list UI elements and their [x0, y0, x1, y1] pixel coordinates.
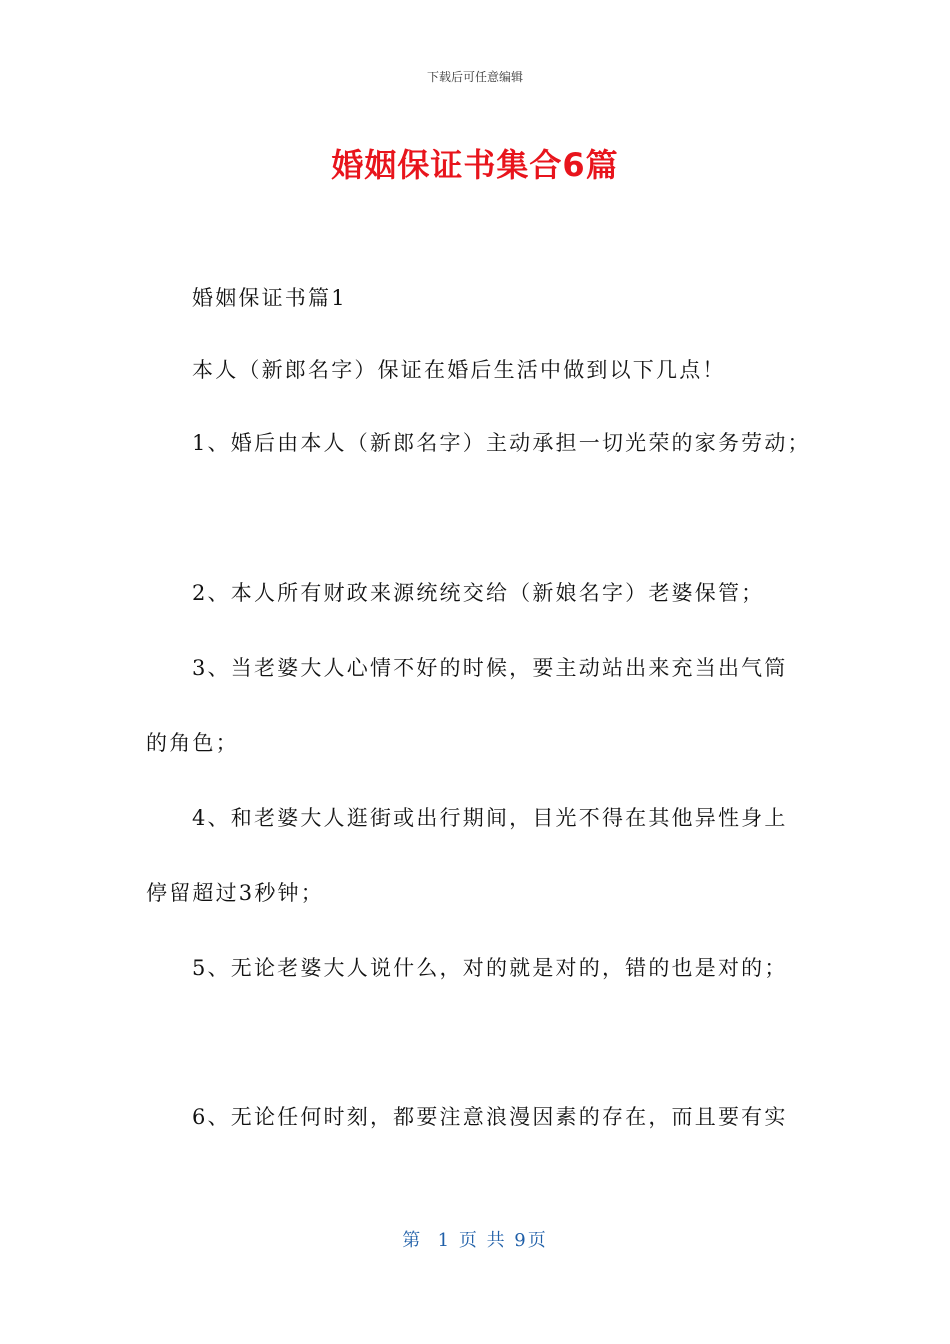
page-number-indicator: 第 1 页 共 9页	[402, 1230, 548, 1251]
document-title: 婚姻保证书集合6篇	[331, 146, 619, 184]
paragraph-line: 5、无论老婆大人说什么，对的就是对的，错的也是对的；	[192, 956, 788, 980]
paragraph-line: 2、本人所有财政来源统统交给（新娘名字）老婆保管；	[192, 581, 765, 605]
page-header-note: 下载后可任意编辑	[426, 70, 523, 84]
paragraph-line: 的角色；	[146, 731, 239, 755]
paragraph-line: 6、无论任何时刻，都要注意浪漫因素的存在，而且要有实	[192, 1105, 788, 1129]
section-heading: 婚姻保证书篇1	[192, 286, 347, 310]
paragraph-line: 1、婚后由本人（新郎名字）主动承担一切光荣的家务劳动；	[192, 431, 811, 455]
paragraph-line: 本人（新郎名字）保证在婚后生活中做到以下几点！	[192, 358, 726, 382]
paragraph-line: 3、当老婆大人心情不好的时候，要主动站出来充当出气筒	[192, 656, 788, 680]
paragraph-line: 停留超过3秒钟；	[146, 881, 324, 905]
paragraph-line: 4、和老婆大人逛街或出行期间，目光不得在其他异性身上	[192, 806, 788, 830]
